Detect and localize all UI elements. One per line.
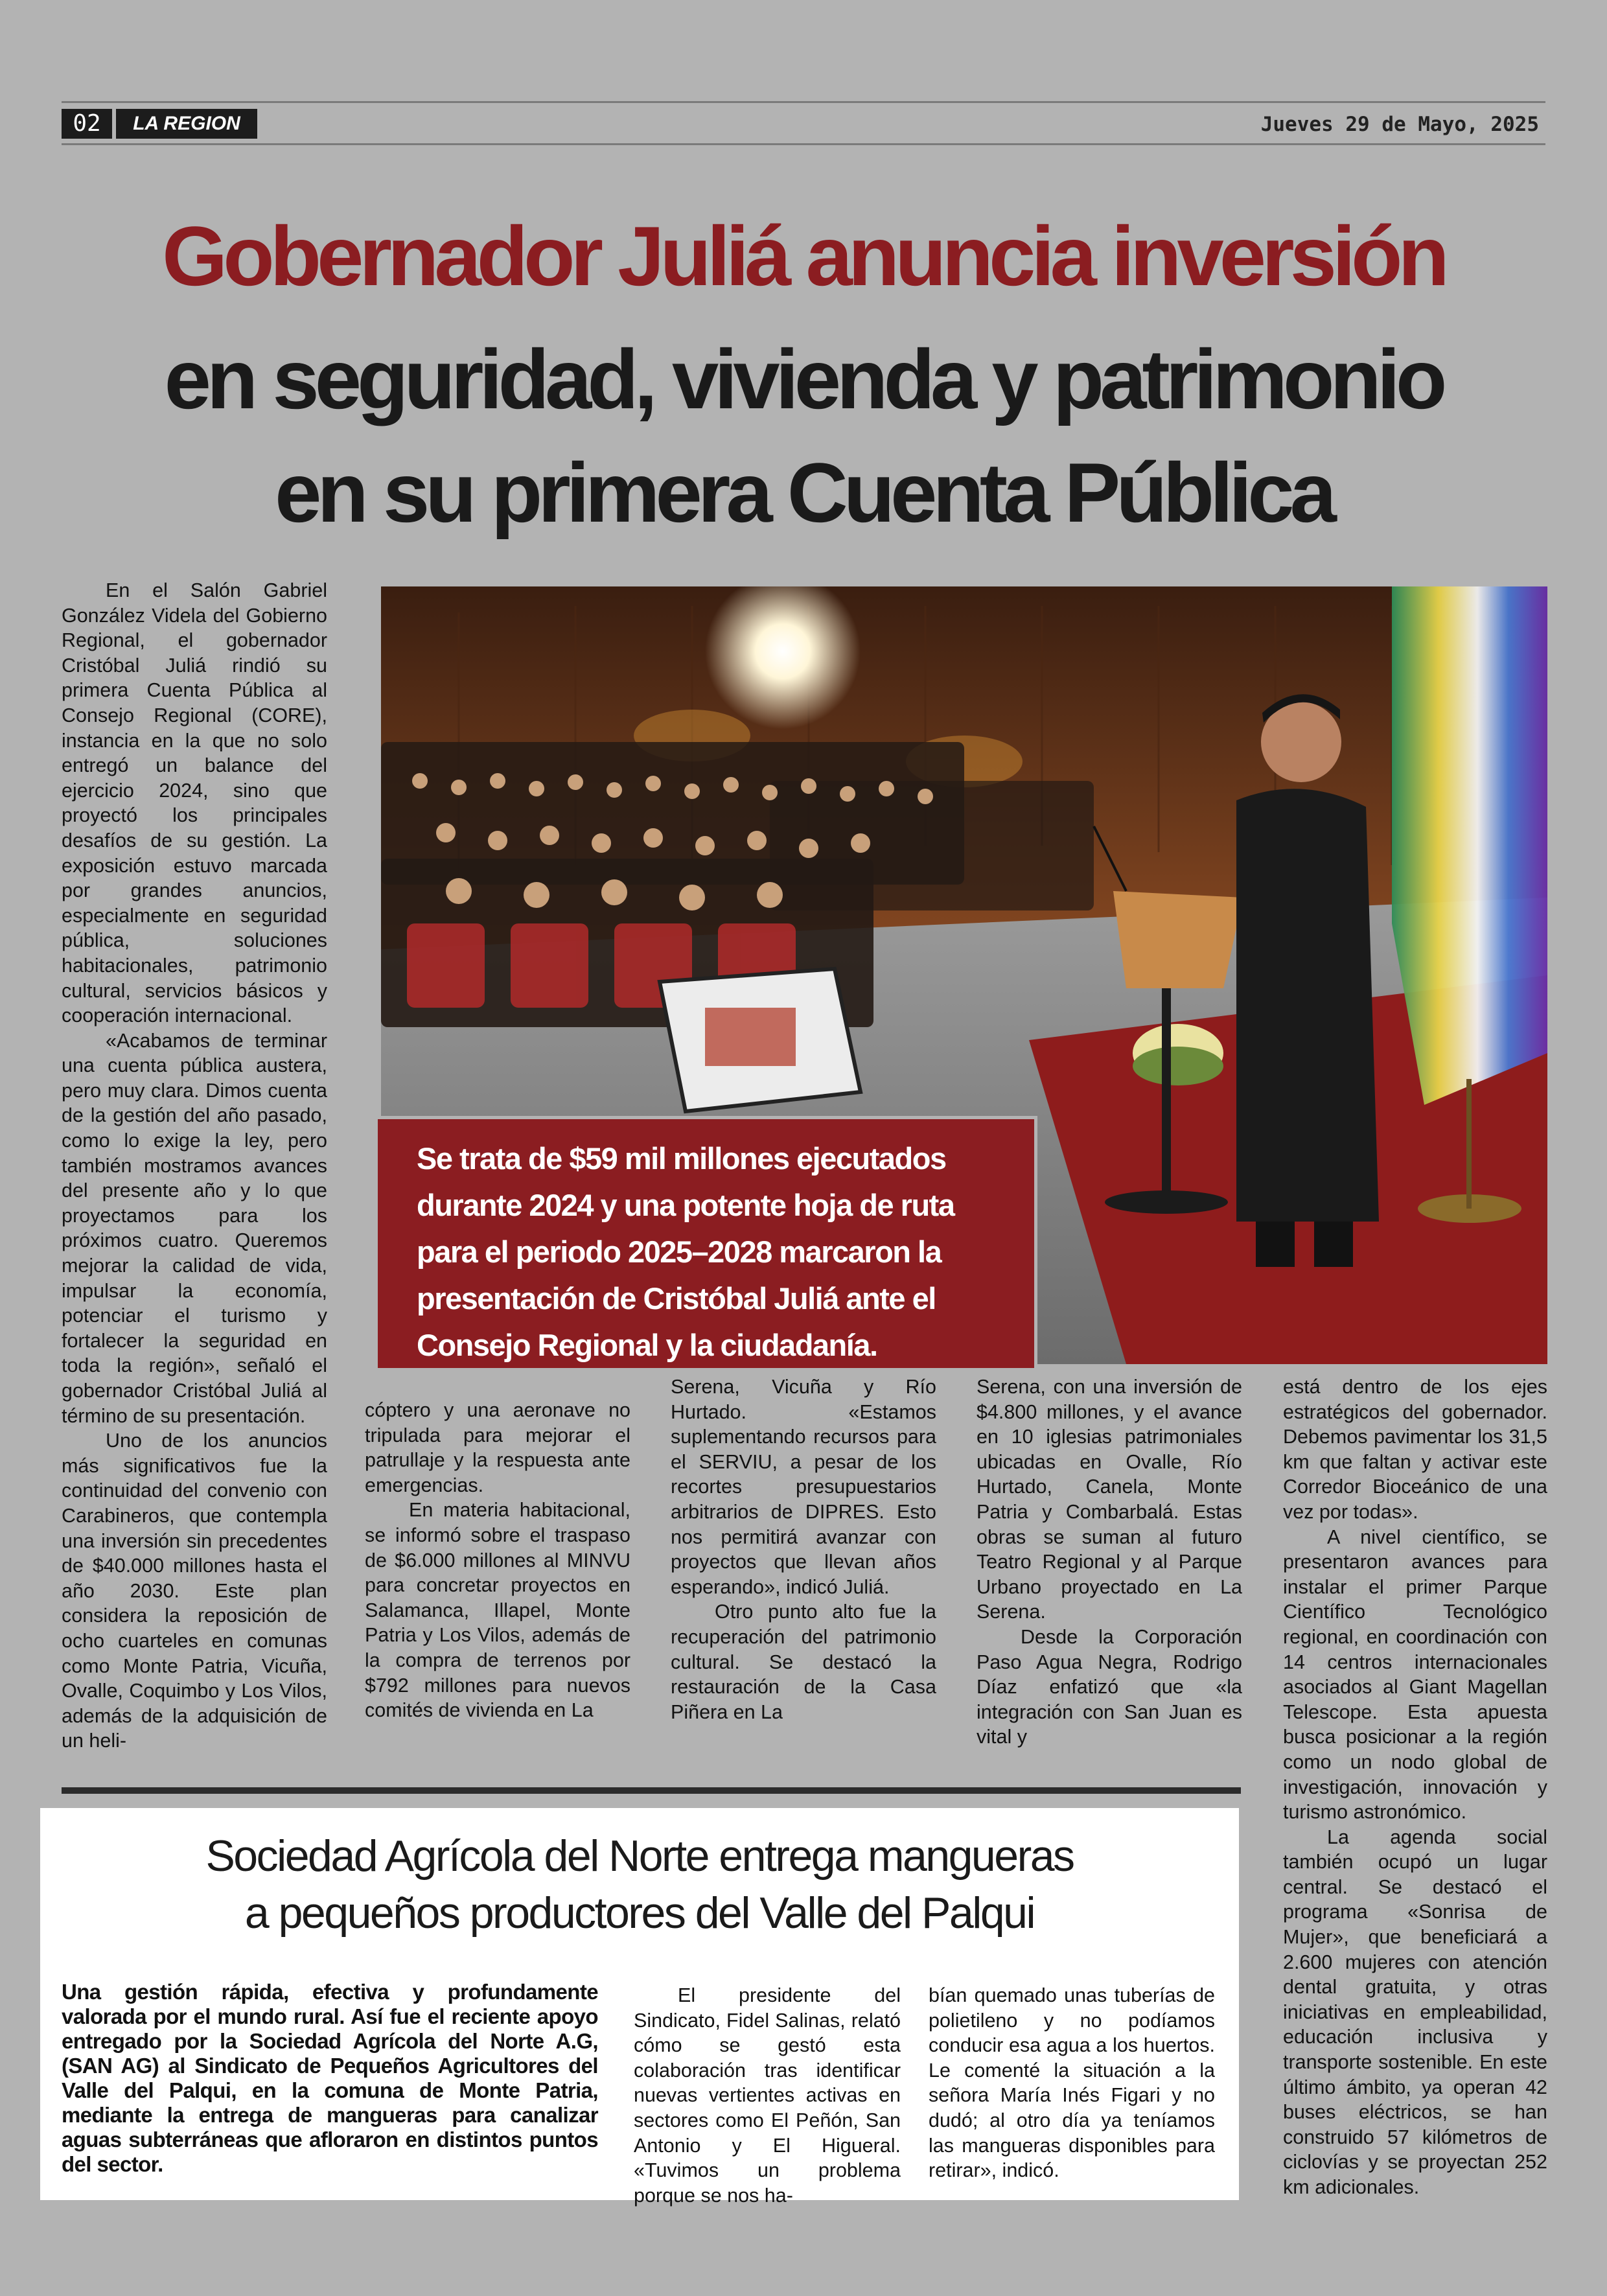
article-column-2 <box>365 1398 630 1723</box>
article-column-1 <box>62 578 327 1754</box>
article-column-5 <box>1283 1374 1547 2200</box>
pull-quote-line: Se trata de $59 mil millones ejecutados <box>417 1141 946 1176</box>
paragraph: En materia habitacional, se informó sobre el traspaso de $6.000 millones al MINVU para concretar proyectos en Salamanca, Illapel, Monte Patria y Los Vilos, además de la compra de terrenos por $792 millones para nuevos comités de vivienda en La <box>365 1499 630 1722</box>
headline-line-2: en seguridad, vivienda y patrimonio <box>164 332 1443 426</box>
pull-quote-line: presentación de Cristóbal Juliá ante el <box>417 1281 936 1316</box>
headline-line-3: en su primera Cuenta Pública <box>275 445 1332 540</box>
second-article-column-1 <box>634 1983 901 2208</box>
publication-name: LA REGION <box>116 109 257 139</box>
second-headline-line-1: Sociedad Agrícola del Norte entrega mangueras <box>205 1831 1074 1881</box>
paragraph: Serena, con una inversión de $4.800 millones, y el avance en 10 iglesias patrimoniales ubicadas en Ovalle, Río Hurtado, Canela, Monte Patria y Combarbalá. Estas obras se suman al futuro Teatro Regional y al Parque Urbano proyectado en La Serena. <box>977 1376 1242 1623</box>
headline-line-1: Gobernador Juliá anuncia inversión <box>162 209 1445 303</box>
paragraph: A nivel científico, se presentaron avances para instalar el primer Parque Científico Tecnológico regional, en coordinación con 14 centros internacionales asociados al Giant Magellan Telescope. Esta apuesta busca posicionar a la región como un nodo global de investigación, innovación y turismo astronómico. <box>1283 1525 1547 1824</box>
page-number: 02 <box>62 109 112 139</box>
pull-quote <box>375 1116 1037 1371</box>
header-rule-top <box>62 101 1545 103</box>
section-divider <box>62 1787 1241 1794</box>
article-column-3 <box>671 1374 936 1724</box>
pull-quote-line: durante 2024 y una potente hoja de ruta <box>417 1188 954 1222</box>
paragraph: está dentro de los ejes estratégicos del gobernador. Debemos pavimentar los 31,5 km que faltan y activar este Corredor Bioceánico de una vez por todas». <box>1283 1376 1547 1523</box>
second-article-lead: Una gestión rápida, efectiva y profundamente valorada por el mundo rural. Así fue el reciente apoyo entregado por la Sociedad Agrícola del Norte A.G, (SAN AG) al Sindicato de Pequeños Agricultores del Valle del Palqui, en la comuna de Monte Patria, mediante la entrega de mangueras para canalizar aguas subterráneas que afloraron en distintos puntos del sector. <box>62 1980 598 2176</box>
paragraph: bían quemado unas tuberías de polietileno y no podíamos conducir esa agua a los huertos. Le comenté la situación a la señora María Inés Figari y no dudó; al otro día ya teníamos las mangueras disponibles para retirar», indicó. <box>929 1984 1215 2182</box>
article-column-4 <box>977 1374 1242 1750</box>
paragraph: Uno de los anuncios más significativos fue la continuidad del convenio con Carabineros, que contempla una inversión sin precedentes de $40.000 millones hasta el año 2030. Este plan considera la reposición de ocho cuarteles en comunas como Monte Patria, Vicuña, Ovalle, Coquimbo y Los Vilos, además de la adquisición de un heli- <box>62 1430 327 1752</box>
pull-quote-line: Consejo Regional y la ciudadanía. <box>417 1328 877 1362</box>
second-headline-line-2: a pequeños productores del Valle del Palqui <box>244 1888 1035 1938</box>
second-article-column-2 <box>929 1983 1215 2183</box>
paragraph: Serena, Vicuña y Río Hurtado. «Estamos suplementando recursos para el SERVIU, a pesar de los recortes presupuestarios arbitrarios de DIPRES. Esto nos permitirá avanzar con proyectos que llevan años esperando», indicó Juliá. <box>671 1376 936 1598</box>
paragraph: Desde la Corporación Paso Agua Negra, Rodrigo Díaz enfatizó que «la integración con San Juan es vital y <box>977 1625 1242 1748</box>
pull-quote-line: para el periodo 2025–2028 marcaron la <box>417 1235 942 1269</box>
paragraph: En el Salón Gabriel González Videla del Gobierno Regional, el gobernador Cristóbal Juliá rindió su primera Cuenta Pública al Consejo Regional (CORE), instancia en la que no solo entregó un balance del ejercicio 2024, sino que proyectó los principales desafíos de su gestión. La exposición estuvo marcada por grandes anuncios, especialmente en seguridad pública, soluciones habitacionales, patrimonio cultural, servicios básicos y cooperación internacional. <box>62 579 327 1027</box>
paragraph: El presidente del Sindicato, Fidel Salinas, relató cómo se gestó esta colaboración tras identificar nuevas vertientes activas en sectores como El Peñón, San Antonio y El Higueral. «Tuvimos un problema porque se nos ha- <box>634 1984 901 2207</box>
paragraph: La agenda social también ocupó un lugar central. Se destacó el programa «Sonrisa de Mujer», que beneficiará a 2.600 mujeres con atención dental gratuita, y otras iniciativas en empleabilidad, educación inclusiva y transporte sostenible. En este último ámbito, ya operan 42 buses eléctricos, se han construido 57 kilómetros de ciclovías y se proyectan 252 km adicionales. <box>1283 1826 1547 2198</box>
paragraph: «Acabamos de terminar una cuenta pública austera, pero muy clara. Dimos cuenta de la gestión del año pasado, como lo exige la ley, pero también mostramos avances del presente año y lo que proyectamos para los próximos cuatro. Queremos mejorar la calidad de vida, impulsar la economía, potenciar el turismo y fortalecer la seguridad en toda la región», señaló el gobernador Cristóbal Juliá al término de su presentación. <box>62 1029 327 1427</box>
header-rule-bottom <box>62 143 1545 145</box>
paragraph: Otro punto alto fue la recuperación del patrimonio cultural. Se destacó la restauración de la Casa Piñera en La <box>671 1601 936 1723</box>
issue-date: Jueves 29 de Mayo, 2025 <box>1260 113 1539 136</box>
paragraph: cóptero y una aeronave no tripulada para mejorar el patrullaje y la respuesta ante emergencias. <box>365 1399 630 1496</box>
